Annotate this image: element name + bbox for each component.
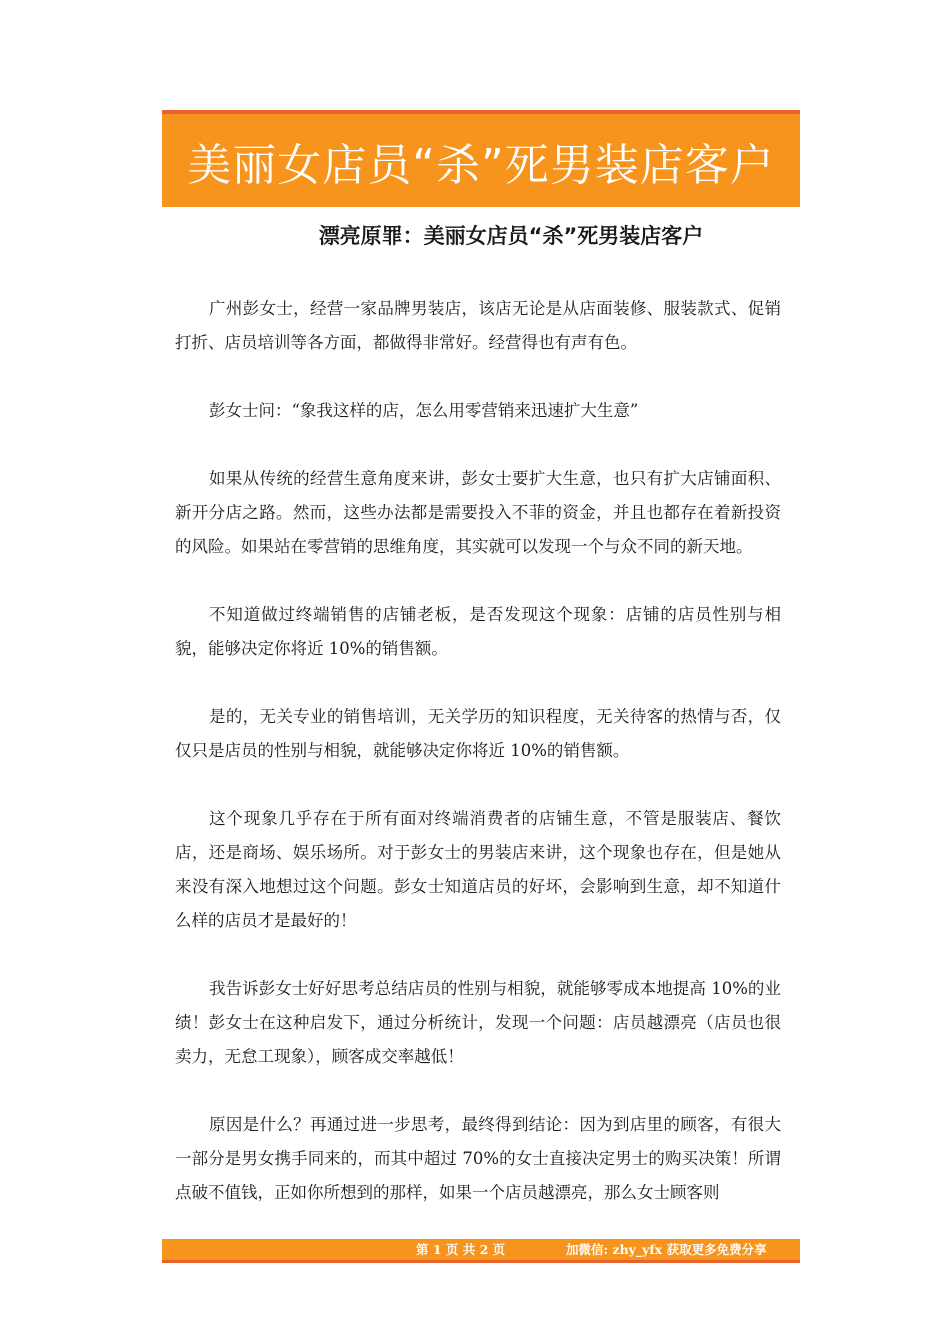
paragraph: 不知道做过终端销售的店铺老板，是否发现这个现象：店铺的店员性别与相貌，能够决定你将近 10%的销售额。	[175, 605, 781, 658]
paragraph: 这个现象几乎存在于所有面对终端消费者的店铺生意，不管是服装店、餐饮店，还是商场、娱乐场所。对于彭女士的男装店来讲，这个现象也存在，但是她从来没有深入地想过这个问题。彭女士知道店员的好坏，会影响到生意，却不知道什么样的店员才是最好的！	[175, 809, 781, 930]
paragraph: 我告诉彭女士好好思考总结店员的性别与相貌，就能够零成本地提高 10%的业绩！彭女士在这种启发下，通过分析统计，发现一个问题：店员越漂亮（店员也很卖力，无怠工现象），顾客成交率越低！	[175, 979, 781, 1066]
document-body	[175, 292, 781, 1217]
paragraph: 彭女士问：“象我这样的店，怎么用零营销来迅速扩大生意”	[209, 401, 639, 420]
paragraph: 广州彭女士，经营一家品牌男装店，该店无论是从店面装修、服装款式、促销打折、店员培训等各方面，都做得非常好。经营得也有声有色。	[175, 299, 781, 352]
header-banner	[162, 110, 800, 207]
paragraph: 原因是什么？再通过进一步思考，最终得到结论：因为到店里的顾客，有很大一部分是男女携手同来的，而其中超过 70%的女士直接决定男士的购买决策！所谓点破不值钱，正如你所想到的那样，如果一个店员越漂亮，那么女士顾客则	[175, 1115, 781, 1202]
footer-bar	[162, 1239, 800, 1263]
page-indicator: 第 1 页 共 2 页	[416, 1242, 506, 1257]
paragraph: 是的，无关专业的销售培训，无关学历的知识程度，无关待客的热情与否，仅仅只是店员的性别与相貌，就能够决定你将近 10%的销售额。	[175, 707, 781, 760]
banner-title: 美丽女店员“杀”死男装店客户	[187, 139, 775, 191]
paragraph: 如果从传统的经营生意角度来讲，彭女士要扩大生意，也只有扩大店铺面积、新开分店之路。然而，这些办法都是需要投入不菲的资金，并且也都存在着新投资的风险。如果站在零营销的思维角度，其实就可以发现一个与众不同的新天地。	[175, 469, 781, 556]
promo-text: 加微信: zhy_yfx 获取更多免费分享	[566, 1242, 767, 1257]
document-title: 漂亮原罪：美丽女店员“杀”死男装店客户	[318, 224, 704, 248]
